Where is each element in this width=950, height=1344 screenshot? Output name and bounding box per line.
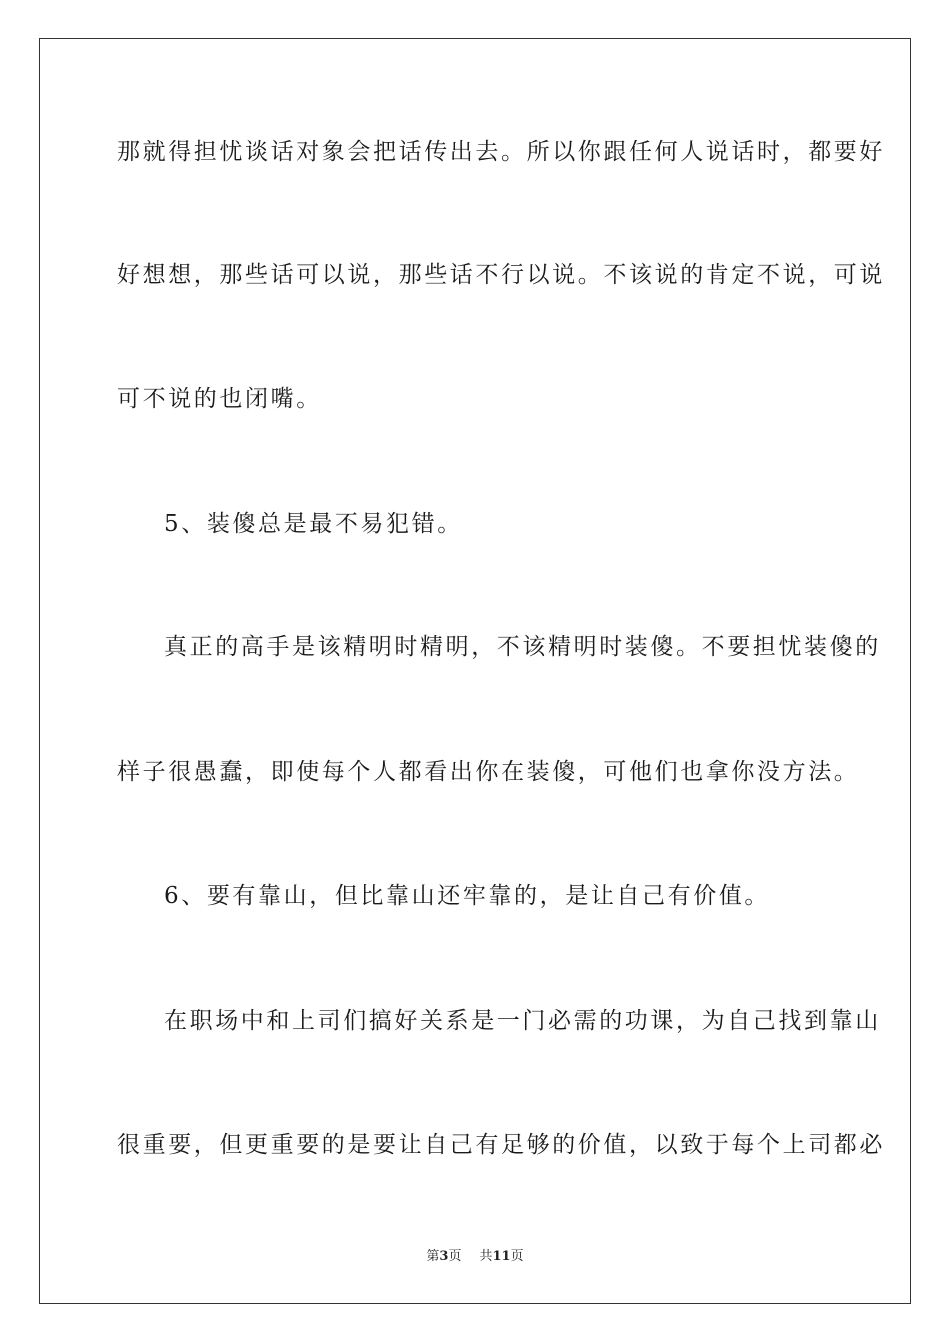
- footer-page-suffix: 页: [448, 1249, 462, 1264]
- footer-total-number: 11: [492, 1249, 511, 1264]
- footer-total-suffix: 页: [510, 1249, 524, 1264]
- body-line-8: 在职场中和上司们搞好关系是一门必需的功课，为自己找到靠山: [164, 1008, 881, 1034]
- footer-page-prefix: 第: [426, 1249, 440, 1264]
- body-line-5: 真正的高手是该精明时精明，不该精明时装傻。不要担忧装傻的: [164, 634, 881, 660]
- body-line-1: 那就得担忧谈话对象会把话传出去。所以你跟任何人说话时，都要好: [117, 139, 885, 165]
- footer-total-prefix: 共: [479, 1249, 493, 1264]
- section-heading-5: 5、装傻总是最不易犯错。: [164, 511, 463, 537]
- footer-page-number: 3: [439, 1249, 449, 1264]
- body-line-3: 可不说的也闭嘴。: [117, 386, 322, 412]
- body-line-9: 很重要，但更重要的是要让自己有足够的价值，以致于每个上司都必: [117, 1132, 885, 1158]
- page-border: [39, 38, 911, 1304]
- body-line-6: 样子很愚蠢，即使每个人都看出你在装傻，可他们也拿你没方法。: [117, 759, 860, 785]
- body-line-2: 好想想，那些话可以说，那些话不行以说。不该说的肯定不说，可说: [117, 262, 885, 288]
- section-heading-6: 6、要有靠山，但比靠山还牢靠的，是让自己有价值。: [164, 883, 771, 909]
- page-footer: [0, 1248, 950, 1266]
